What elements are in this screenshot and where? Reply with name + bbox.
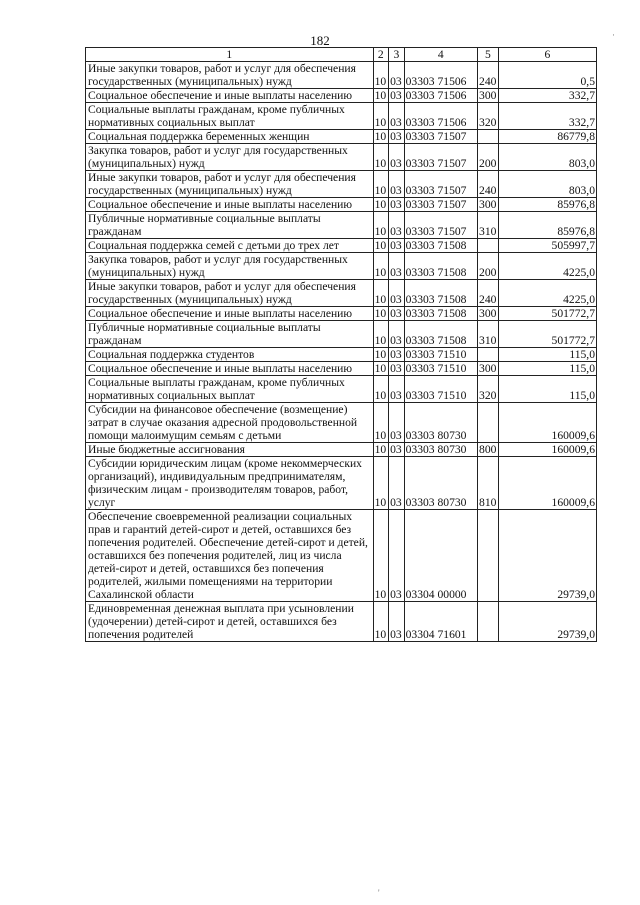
table-row — [86, 130, 597, 144]
row-expense-type-cell — [478, 510, 499, 602]
row-amount-cell: 85976,8 — [498, 212, 596, 239]
row-target-code-cell: 03303 80730 — [404, 457, 477, 510]
table-row — [86, 443, 597, 457]
table-row — [86, 376, 597, 403]
table-row — [86, 348, 597, 362]
row-expense-type-cell: 240 — [478, 171, 499, 198]
row-name-cell: Социальная поддержка беременных женщин — [86, 130, 374, 144]
table-row — [86, 307, 597, 321]
row-expense-type-cell: 310 — [478, 212, 499, 239]
row-target-code-cell: 03303 71507 — [404, 144, 477, 171]
row-subsection-cell: 03 — [389, 171, 405, 198]
row-name-cell: Социальное обеспечение и иные выплаты населению — [86, 198, 374, 212]
budget-table — [85, 47, 597, 642]
row-amount-cell: 115,0 — [498, 376, 596, 403]
row-name-cell: Закупка товаров, работ и услуг для государственных (муниципальных) нужд — [86, 253, 374, 280]
row-subsection-cell: 03 — [389, 103, 405, 130]
row-amount-cell: 501772,7 — [498, 307, 596, 321]
row-subsection-cell: 03 — [389, 307, 405, 321]
row-name-cell: Публичные нормативные социальные выплаты гражданам — [86, 321, 374, 348]
row-amount-cell: 115,0 — [498, 348, 596, 362]
row-section-cell: 10 — [373, 89, 389, 103]
row-target-code-cell: 03303 71506 — [404, 103, 477, 130]
row-subsection-cell: 03 — [389, 280, 405, 307]
row-subsection-cell: 03 — [389, 253, 405, 280]
row-section-cell: 10 — [373, 602, 389, 642]
row-name-cell: Субсидии на финансовое обеспечение (возмещение) затрат в случае оказания адресной продовольственной помощи малоимущим семьям с детьми — [86, 403, 374, 443]
table-row — [86, 457, 597, 510]
row-target-code-cell: 03303 80730 — [404, 403, 477, 443]
row-target-code-cell: 03303 71510 — [404, 348, 477, 362]
row-name-cell: Социальная поддержка студентов — [86, 348, 374, 362]
row-subsection-cell: 03 — [389, 198, 405, 212]
row-subsection-cell: 03 — [389, 362, 405, 376]
row-expense-type-cell: 300 — [479, 89, 497, 102]
table-row — [86, 103, 597, 130]
row-name-cell: Социальное обеспечение и иные выплаты населению — [86, 89, 374, 103]
row-expense-type-cell — [478, 239, 499, 253]
row-section-cell: 10 — [373, 62, 389, 89]
row-section-cell: 10 — [373, 443, 389, 457]
row-amount-cell: 115,0 — [498, 362, 596, 376]
table-row — [86, 171, 597, 198]
row-name-cell: Социальные выплаты гражданам, кроме публичных нормативных социальных выплат — [86, 103, 374, 130]
row-target-code-cell: 03303 71508 — [404, 321, 477, 348]
table-row — [86, 602, 597, 642]
row-expense-type-cell: 320 — [478, 376, 499, 403]
row-expense-type-cell — [478, 130, 499, 144]
row-subsection-cell: 03 — [389, 510, 405, 602]
row-name-cell: Иные закупки товаров, работ и услуг для обеспечения государственных (муниципальных) нужд — [86, 62, 374, 89]
row-target-code-cell: 03304 00000 — [404, 510, 477, 602]
column-header: 1 — [86, 48, 374, 62]
row-name-cell: Социальная поддержка семей с детьми до трех лет — [86, 239, 374, 253]
row-section-cell: 10 — [373, 403, 389, 443]
row-amount-cell: 803,0 — [498, 144, 596, 171]
row-target-code-cell: 03303 71506 — [404, 62, 477, 89]
row-name-cell: Иные бюджетные ассигнования — [86, 443, 374, 457]
row-expense-type-cell: 200 — [478, 253, 499, 280]
column-header: 5 — [478, 48, 499, 62]
row-expense-type-cell: 800 — [479, 443, 497, 456]
row-amount-cell: 160009,6 — [498, 443, 596, 457]
row-target-code-cell: 03303 71507 — [404, 130, 477, 144]
row-expense-type-cell — [478, 602, 499, 642]
column-header: 2 — [373, 48, 389, 62]
row-expense-type-cell: 810 — [478, 457, 499, 510]
row-section-cell: 10 — [373, 198, 389, 212]
row-name-cell: Обеспечение своевременной реализации социальных прав и гарантий детей-сирот и детей, оставшихся без попечения родителей. Обеспечение детей-сирот и детей, оставшихся без попечения родителей, лиц из числа детей-сирот и детей, оставшихся без попечения родителей, жилыми помещениями на территории Сахалинской области — [86, 510, 374, 602]
row-amount-cell: 4225,0 — [498, 280, 596, 307]
row-expense-type-cell: 310 — [478, 321, 499, 348]
table-row — [86, 403, 597, 443]
row-subsection-cell: 03 — [389, 602, 405, 642]
row-name-cell: Единовременная денежная выплата при усыновлении (удочерении) детей-сирот и детей, оставшихся без попечения родителей — [86, 602, 374, 642]
row-section-cell: 10 — [373, 362, 389, 376]
row-amount-cell: 332,7 — [498, 103, 596, 130]
row-name-cell: Иные закупки товаров, работ и услуг для обеспечения государственных (муниципальных) нужд — [86, 280, 374, 307]
row-subsection-cell: 03 — [389, 443, 405, 457]
row-target-code-cell: 03303 71508 — [404, 253, 477, 280]
row-expense-type-cell: 240 — [478, 62, 499, 89]
table-row — [86, 362, 597, 376]
row-amount-cell: 160009,6 — [498, 457, 596, 510]
row-target-code-cell: 03303 71510 — [404, 376, 477, 403]
row-name-cell: Социальное обеспечение и иные выплаты населению — [86, 307, 374, 321]
row-name-cell: Иные закупки товаров, работ и услуг для обеспечения государственных (муниципальных) нужд — [86, 171, 374, 198]
row-target-code-cell: 03303 71508 — [404, 239, 477, 253]
row-amount-cell: 85976,8 — [498, 198, 596, 212]
row-subsection-cell: 03 — [389, 89, 405, 103]
row-subsection-cell: 03 — [389, 144, 405, 171]
table-row — [86, 510, 597, 602]
row-expense-type-cell: 240 — [478, 280, 499, 307]
row-subsection-cell: 03 — [389, 348, 405, 362]
row-target-code-cell: 03303 71510 — [404, 362, 477, 376]
row-amount-cell: 29739,0 — [498, 602, 596, 642]
row-target-code-cell: 03303 71507 — [404, 171, 477, 198]
row-expense-type-cell: 200 — [478, 144, 499, 171]
row-subsection-cell: 03 — [389, 321, 405, 348]
column-header: 6 — [498, 48, 596, 62]
scan-mark: · — [612, 30, 615, 40]
row-section-cell: 10 — [373, 144, 389, 171]
row-section-cell: 10 — [373, 457, 389, 510]
row-expense-type-cell: 300 — [479, 362, 497, 375]
row-expense-type-cell — [478, 348, 499, 362]
row-name-cell: Закупка товаров, работ и услуг для государственных (муниципальных) нужд — [86, 144, 374, 171]
scan-mark: ' — [378, 888, 380, 898]
row-amount-cell: 0,5 — [498, 62, 596, 89]
row-name-cell: Субсидии юридическим лицам (кроме некоммерческих организаций), индивидуальным предпринимателям, физическим лицам - производителям товаров, работ, услуг — [86, 457, 374, 510]
row-name-cell: Социальные выплаты гражданам, кроме публичных нормативных социальных выплат — [86, 376, 374, 403]
row-section-cell: 10 — [373, 212, 389, 239]
row-subsection-cell: 03 — [389, 376, 405, 403]
row-section-cell: 10 — [373, 130, 389, 144]
row-target-code-cell: 03303 71506 — [404, 89, 477, 103]
row-expense-type-cell: 320 — [478, 103, 499, 130]
table-row — [86, 198, 597, 212]
row-section-cell: 10 — [373, 239, 389, 253]
row-section-cell: 10 — [373, 253, 389, 280]
row-section-cell: 10 — [373, 103, 389, 130]
row-target-code-cell: 03303 71507 — [404, 198, 477, 212]
row-section-cell: 10 — [373, 280, 389, 307]
row-target-code-cell: 03303 71508 — [404, 307, 477, 321]
column-header: 4 — [404, 48, 477, 62]
row-section-cell: 10 — [373, 171, 389, 198]
table-row — [86, 239, 597, 253]
row-name-cell: Публичные нормативные социальные выплаты гражданам — [86, 212, 374, 239]
row-amount-cell: 29739,0 — [498, 510, 596, 602]
row-subsection-cell: 03 — [389, 239, 405, 253]
row-subsection-cell: 03 — [389, 457, 405, 510]
row-target-code-cell: 03303 80730 — [404, 443, 477, 457]
row-subsection-cell: 03 — [389, 130, 405, 144]
table-row — [86, 212, 597, 239]
row-target-code-cell: 03303 71507 — [404, 212, 477, 239]
table-row — [86, 253, 597, 280]
row-amount-cell: 86779,8 — [498, 130, 596, 144]
table-row — [86, 89, 597, 103]
table-row — [86, 144, 597, 171]
row-amount-cell: 160009,6 — [498, 403, 596, 443]
table-row — [86, 280, 597, 307]
row-amount-cell: 4225,0 — [498, 253, 596, 280]
row-expense-type-cell — [478, 403, 499, 443]
table-row — [86, 321, 597, 348]
row-subsection-cell: 03 — [389, 62, 405, 89]
row-subsection-cell: 03 — [389, 403, 405, 443]
row-subsection-cell: 03 — [389, 212, 405, 239]
page-number: 182 — [310, 33, 330, 48]
row-target-code-cell: 03304 71601 — [404, 602, 477, 642]
row-section-cell: 10 — [373, 321, 389, 348]
row-amount-cell: 501772,7 — [498, 321, 596, 348]
row-amount-cell: 332,7 — [498, 89, 596, 103]
table-row — [86, 62, 597, 89]
column-header: 3 — [389, 48, 405, 62]
row-expense-type-cell: 300 — [479, 198, 497, 211]
row-section-cell: 10 — [373, 307, 389, 321]
row-amount-cell: 505997,7 — [498, 239, 596, 253]
row-name-cell: Социальное обеспечение и иные выплаты населению — [86, 362, 374, 376]
row-target-code-cell: 03303 71508 — [404, 280, 477, 307]
row-expense-type-cell: 300 — [479, 307, 497, 320]
row-amount-cell: 803,0 — [498, 171, 596, 198]
row-section-cell: 10 — [373, 348, 389, 362]
table-header-row — [86, 48, 597, 62]
row-section-cell: 10 — [373, 376, 389, 403]
row-section-cell: 10 — [373, 510, 389, 602]
